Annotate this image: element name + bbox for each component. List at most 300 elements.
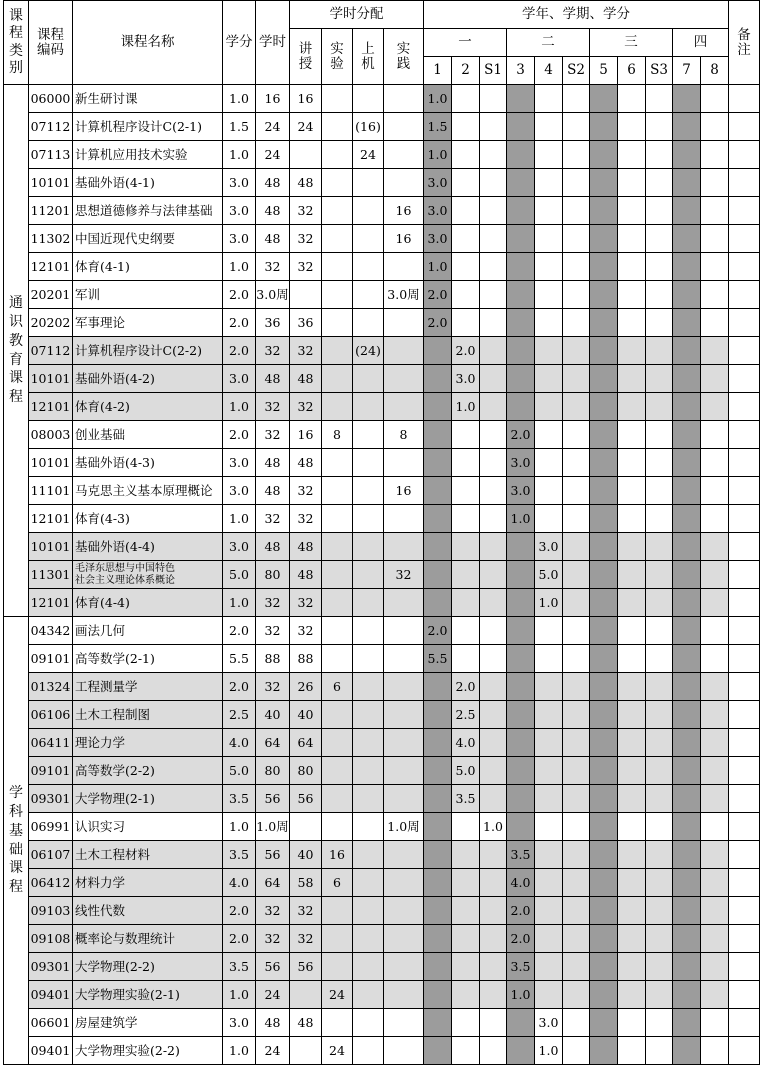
remark-cell [729, 1009, 760, 1037]
term-cell [452, 589, 480, 617]
table-row [4, 561, 760, 589]
course-code: 09301 [29, 953, 73, 981]
course-code: 07113 [29, 141, 73, 169]
practice-cell [384, 1009, 424, 1037]
term-cell [480, 1009, 507, 1037]
term-cell [673, 1009, 701, 1037]
hours-cell: 32 [256, 925, 290, 953]
lecture-cell: 16 [290, 421, 322, 449]
credit-cell: 2.5 [223, 701, 256, 729]
term-cell [452, 1009, 480, 1037]
credit-cell: 1.0 [223, 981, 256, 1009]
term-cell [507, 85, 535, 113]
lecture-cell: 32 [290, 253, 322, 281]
course-table [3, 0, 760, 1065]
term-cell [701, 645, 729, 673]
term-cell [701, 505, 729, 533]
term-cell [507, 1009, 535, 1037]
credit-cell: 3.0 [223, 197, 256, 225]
term-cell [590, 533, 618, 561]
experiment-cell [322, 449, 353, 477]
term-cell [646, 925, 673, 953]
term-cell [563, 365, 590, 393]
computer-cell [353, 617, 384, 645]
term-credit: 2.0 [507, 897, 535, 925]
term-cell [618, 477, 646, 505]
term-cell [646, 309, 673, 337]
term-cell [480, 113, 507, 141]
experiment-cell [322, 645, 353, 673]
term-cell [646, 421, 673, 449]
term-cell [563, 253, 590, 281]
remark-cell [729, 281, 760, 309]
term-cell [507, 253, 535, 281]
experiment-cell [322, 281, 353, 309]
term-cell [673, 533, 701, 561]
computer-cell [353, 729, 384, 757]
practice-cell [384, 85, 424, 113]
experiment-cell [322, 953, 353, 981]
course-name: 房屋建筑学 [73, 1009, 223, 1037]
credit-cell: 2.0 [223, 673, 256, 701]
remark-cell [729, 869, 760, 897]
term-cell [424, 869, 452, 897]
term-cell [673, 645, 701, 673]
hours-cell: 32 [256, 337, 290, 365]
computer-cell [353, 785, 384, 813]
course-name: 军事理论 [73, 309, 223, 337]
term-cell [590, 729, 618, 757]
term-cell [535, 393, 563, 421]
credit-cell: 4.0 [223, 869, 256, 897]
term-cell [590, 85, 618, 113]
term-cell [590, 645, 618, 673]
credit-cell: 2.0 [223, 337, 256, 365]
term-cell [507, 281, 535, 309]
practice-cell [384, 785, 424, 813]
term-cell [563, 757, 590, 785]
remark-cell [729, 729, 760, 757]
term-cell [535, 197, 563, 225]
term-cell [424, 841, 452, 869]
remark-cell [729, 589, 760, 617]
term-cell [618, 617, 646, 645]
term-cell [507, 113, 535, 141]
term-cell [535, 281, 563, 309]
term-cell [701, 589, 729, 617]
term-cell [424, 981, 452, 1009]
term-cell [535, 701, 563, 729]
lecture-cell: 48 [290, 365, 322, 393]
credit-cell: 1.0 [223, 85, 256, 113]
term-cell [480, 561, 507, 589]
course-code: 12101 [29, 589, 73, 617]
term-cell [701, 813, 729, 841]
course-code: 11101 [29, 477, 73, 505]
term-cell [646, 281, 673, 309]
computer-cell [353, 953, 384, 981]
term-cell [646, 225, 673, 253]
term-cell [673, 561, 701, 589]
term-cell [480, 197, 507, 225]
credit-cell: 5.0 [223, 561, 256, 589]
practice-cell: 1.0周 [384, 813, 424, 841]
term-cell [563, 337, 590, 365]
term-cell [701, 225, 729, 253]
term-cell [452, 169, 480, 197]
experiment-cell [322, 533, 353, 561]
table-row [4, 1037, 760, 1065]
term-cell [535, 617, 563, 645]
term-cell [452, 897, 480, 925]
experiment-cell [322, 925, 353, 953]
remark-cell [729, 141, 760, 169]
term-cell [673, 225, 701, 253]
term-cell [701, 673, 729, 701]
term-cell [480, 645, 507, 673]
experiment-cell [322, 253, 353, 281]
header-code: 课程编码 [29, 1, 73, 85]
term-cell [590, 393, 618, 421]
course-name: 线性代数 [73, 897, 223, 925]
experiment-cell [322, 477, 353, 505]
computer-cell [353, 925, 384, 953]
term-cell [535, 449, 563, 477]
term-credit: 3.0 [507, 477, 535, 505]
term-cell [563, 785, 590, 813]
remark-cell [729, 981, 760, 1009]
header-experiment: 实验 [322, 29, 353, 85]
credit-cell: 3.0 [223, 225, 256, 253]
term-cell [563, 309, 590, 337]
header-term: 5 [590, 57, 618, 85]
term-cell [452, 85, 480, 113]
hours-cell: 32 [256, 421, 290, 449]
term-cell [590, 841, 618, 869]
term-cell [535, 953, 563, 981]
term-cell [507, 169, 535, 197]
term-cell [590, 869, 618, 897]
lecture-cell [290, 813, 322, 841]
practice-cell [384, 365, 424, 393]
term-cell [646, 253, 673, 281]
term-cell [701, 141, 729, 169]
term-cell [507, 365, 535, 393]
term-cell [480, 729, 507, 757]
course-name: 认识实习 [73, 813, 223, 841]
course-name: 土木工程制图 [73, 701, 223, 729]
lecture-cell: 32 [290, 897, 322, 925]
course-code: 07112 [29, 113, 73, 141]
remark-cell [729, 561, 760, 589]
term-cell [480, 169, 507, 197]
term-cell [563, 169, 590, 197]
term-cell [480, 953, 507, 981]
term-cell [673, 309, 701, 337]
experiment-cell [322, 337, 353, 365]
computer-cell [353, 869, 384, 897]
term-cell [618, 169, 646, 197]
experiment-cell [322, 701, 353, 729]
term-cell [535, 785, 563, 813]
term-cell [618, 421, 646, 449]
term-cell [480, 841, 507, 869]
term-cell [590, 477, 618, 505]
term-cell [701, 393, 729, 421]
term-credit: 3.5 [507, 841, 535, 869]
credit-cell: 1.0 [223, 253, 256, 281]
term-cell [701, 729, 729, 757]
hours-cell: 3.0周 [256, 281, 290, 309]
header-computer: 上机 [353, 29, 384, 85]
remark-cell [729, 757, 760, 785]
practice-cell [384, 393, 424, 421]
lecture-cell: 32 [290, 505, 322, 533]
hours-cell: 56 [256, 841, 290, 869]
term-cell [563, 225, 590, 253]
term-credit: 2.0 [507, 421, 535, 449]
hours-cell: 80 [256, 561, 290, 589]
term-cell [563, 841, 590, 869]
term-cell [507, 757, 535, 785]
table-row [4, 1009, 760, 1037]
term-cell [507, 1037, 535, 1065]
term-cell [424, 813, 452, 841]
experiment-cell [322, 729, 353, 757]
term-cell [563, 729, 590, 757]
course-code: 06106 [29, 701, 73, 729]
header-year-term: 学年、学期、学分 [424, 1, 729, 29]
header-term: 6 [618, 57, 646, 85]
term-cell [618, 281, 646, 309]
credit-cell: 2.0 [223, 309, 256, 337]
term-cell [535, 981, 563, 1009]
header-credit: 学分 [223, 1, 256, 85]
term-cell [535, 141, 563, 169]
experiment-cell [322, 897, 353, 925]
term-cell [618, 113, 646, 141]
term-cell [701, 757, 729, 785]
term-cell [590, 113, 618, 141]
term-cell [673, 841, 701, 869]
table-row [4, 281, 760, 309]
term-cell [701, 449, 729, 477]
course-code: 06107 [29, 841, 73, 869]
term-cell [590, 225, 618, 253]
term-cell [618, 393, 646, 421]
term-cell [452, 141, 480, 169]
term-cell [507, 701, 535, 729]
term-cell [563, 953, 590, 981]
term-cell [701, 281, 729, 309]
term-cell [563, 1037, 590, 1065]
table-row [4, 617, 760, 645]
term-cell [590, 505, 618, 533]
term-cell [452, 617, 480, 645]
lecture-cell: 48 [290, 1009, 322, 1037]
course-code: 10101 [29, 533, 73, 561]
computer-cell [353, 673, 384, 701]
course-code: 06601 [29, 1009, 73, 1037]
course-name: 高等数学(2-2) [73, 757, 223, 785]
term-cell [563, 869, 590, 897]
term-cell [507, 673, 535, 701]
table-row [4, 393, 760, 421]
computer-cell: (16) [353, 113, 384, 141]
term-cell [618, 729, 646, 757]
credit-cell: 3.0 [223, 449, 256, 477]
term-cell [563, 645, 590, 673]
experiment-cell [322, 589, 353, 617]
term-cell [507, 813, 535, 841]
remark-cell [729, 897, 760, 925]
computer-cell [353, 757, 384, 785]
lecture-cell: 32 [290, 925, 322, 953]
term-credit: 2.0 [424, 309, 452, 337]
hours-cell: 32 [256, 253, 290, 281]
lecture-cell: 56 [290, 953, 322, 981]
table-row [4, 869, 760, 897]
term-cell [646, 813, 673, 841]
course-name: 军训 [73, 281, 223, 309]
term-cell [701, 113, 729, 141]
header-term: 4 [535, 57, 563, 85]
term-cell [646, 197, 673, 225]
term-cell [480, 421, 507, 449]
experiment-cell [322, 169, 353, 197]
remark-cell [729, 953, 760, 981]
term-cell [507, 141, 535, 169]
term-cell [618, 225, 646, 253]
term-cell [424, 337, 452, 365]
term-cell [424, 393, 452, 421]
remark-cell [729, 365, 760, 393]
experiment-cell [322, 141, 353, 169]
term-cell [673, 449, 701, 477]
term-cell [507, 393, 535, 421]
term-cell [701, 981, 729, 1009]
term-cell [452, 841, 480, 869]
course-name: 中国近现代史纲要 [73, 225, 223, 253]
term-cell [618, 841, 646, 869]
course-code: 10101 [29, 365, 73, 393]
term-cell [673, 337, 701, 365]
course-name [73, 561, 223, 589]
term-cell [480, 309, 507, 337]
remark-cell [729, 1037, 760, 1065]
term-cell [535, 113, 563, 141]
course-code: 08003 [29, 421, 73, 449]
term-credit: 3.0 [424, 169, 452, 197]
term-cell [452, 281, 480, 309]
term-cell [646, 589, 673, 617]
term-cell [701, 337, 729, 365]
term-cell [618, 869, 646, 897]
term-cell [590, 309, 618, 337]
term-cell [424, 449, 452, 477]
term-credit: 5.0 [535, 561, 563, 589]
computer-cell: (24) [353, 337, 384, 365]
credit-cell: 4.0 [223, 729, 256, 757]
experiment-cell [322, 309, 353, 337]
term-cell [535, 421, 563, 449]
term-cell [673, 981, 701, 1009]
remark-cell [729, 617, 760, 645]
term-cell [590, 953, 618, 981]
term-cell [424, 925, 452, 953]
term-credit: 3.0 [424, 225, 452, 253]
term-cell [424, 729, 452, 757]
term-cell [507, 197, 535, 225]
hours-cell: 24 [256, 1037, 290, 1065]
course-code: 04342 [29, 617, 73, 645]
term-cell [563, 981, 590, 1009]
term-credit: 3.5 [452, 785, 480, 813]
term-cell [701, 197, 729, 225]
term-cell [701, 841, 729, 869]
table-row [4, 925, 760, 953]
term-credit: 1.0 [480, 813, 507, 841]
remark-cell [729, 113, 760, 141]
term-cell [618, 197, 646, 225]
term-cell [563, 897, 590, 925]
table-header [4, 1, 760, 85]
credit-cell: 1.0 [223, 589, 256, 617]
header-practice: 实践 [384, 29, 424, 85]
table-row [4, 421, 760, 449]
remark-cell [729, 533, 760, 561]
term-cell [535, 85, 563, 113]
term-cell [673, 169, 701, 197]
term-cell [480, 393, 507, 421]
practice-cell: 3.0周 [384, 281, 424, 309]
course-code: 12101 [29, 505, 73, 533]
lecture-cell [290, 141, 322, 169]
term-cell [535, 813, 563, 841]
table-row [4, 477, 760, 505]
term-cell [563, 505, 590, 533]
term-cell [590, 169, 618, 197]
term-cell [590, 981, 618, 1009]
course-name: 体育(4-2) [73, 393, 223, 421]
experiment-cell [322, 85, 353, 113]
term-cell [701, 169, 729, 197]
term-cell [590, 337, 618, 365]
term-cell [535, 253, 563, 281]
header-year-4: 四 [673, 29, 729, 57]
term-credit: 3.0 [535, 533, 563, 561]
header-year-2: 二 [507, 29, 590, 57]
remark-cell [729, 197, 760, 225]
experiment-cell [322, 785, 353, 813]
header-term: S1 [480, 57, 507, 85]
practice-cell [384, 449, 424, 477]
term-credit: 2.0 [452, 673, 480, 701]
term-cell [535, 309, 563, 337]
table-row [4, 729, 760, 757]
term-cell [673, 897, 701, 925]
table-row [4, 141, 760, 169]
practice-cell [384, 925, 424, 953]
course-code: 12101 [29, 393, 73, 421]
term-cell [590, 365, 618, 393]
term-cell [618, 309, 646, 337]
course-code: 20201 [29, 281, 73, 309]
term-cell [563, 617, 590, 645]
credit-cell: 2.0 [223, 617, 256, 645]
hours-cell: 56 [256, 953, 290, 981]
term-cell [452, 113, 480, 141]
